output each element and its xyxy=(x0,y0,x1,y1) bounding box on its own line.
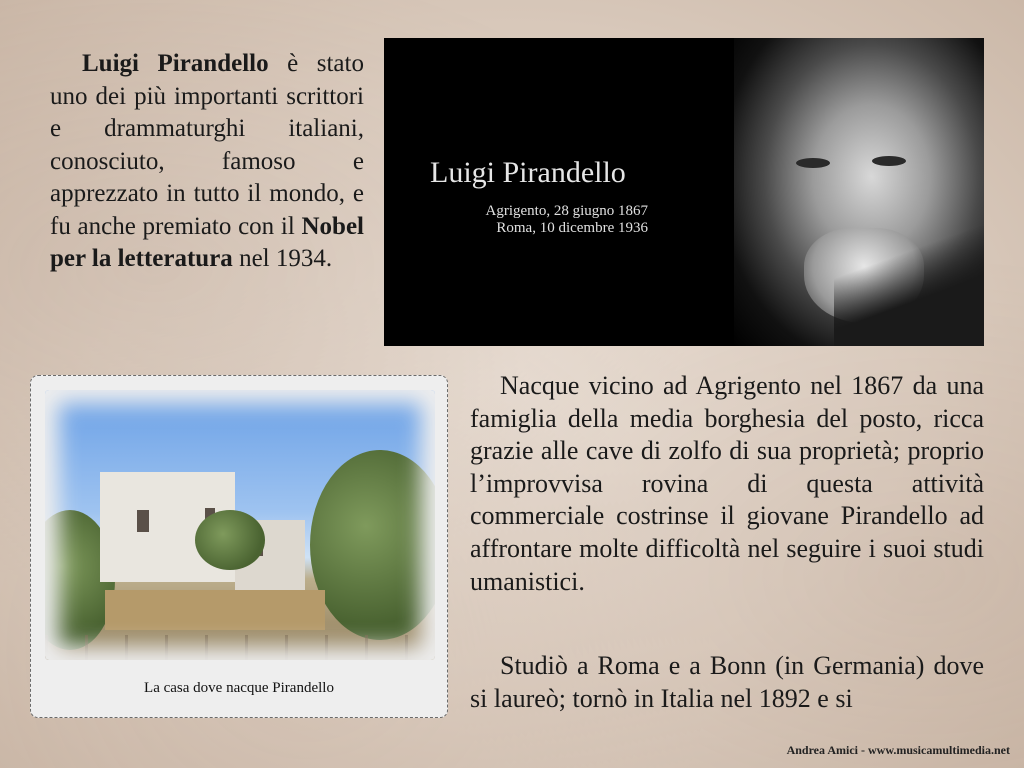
intro-name: Luigi Pirandello xyxy=(82,50,269,77)
photo-window xyxy=(205,508,215,532)
photo-window xyxy=(255,538,263,556)
intro-text-2: nel 1934. xyxy=(232,245,333,272)
photo-house xyxy=(100,472,235,582)
portrait-death: Roma, 10 dicembre 1936 xyxy=(496,220,648,236)
house-photo xyxy=(45,390,435,660)
portrait-birth: Agrigento, 28 giugno 1867 xyxy=(485,203,648,219)
intro-text-1: è stato uno dei più importanti scrittori e drammaturghi italiani, conosciuto, famoso e apprezzato in tutto il mondo, e fu anche premiato con il xyxy=(50,50,364,240)
portrait-coat xyxy=(834,226,984,346)
portrait-dates xyxy=(430,203,648,237)
footer-credit: Andrea Amici - www.musicamultimedia.net xyxy=(786,743,1010,757)
photo-fence xyxy=(45,635,435,660)
paragraph-birth: Nacque vicino ad Agrigento nel 1867 da una famiglia della media borghesia del posto, ricca grazie alle cave di zolfo di sua proprietà; proprio l’improvvisa rovina di questa attività commerciale costrinse il giovane Pirandello ad affrontare molte difficoltà nel seguire i suoi studi umanistici. xyxy=(470,371,984,596)
photo-stone-wall xyxy=(105,590,325,630)
intro-nobel: Nobel per la letteratura xyxy=(50,212,364,272)
paragraph-studies: Studiò a Roma e a Bonn (in Germania) dove si laureò; tornò in Italia nel 1892 e si xyxy=(470,651,984,713)
portrait-image xyxy=(384,38,984,346)
photo-tree-left xyxy=(45,510,115,650)
photo-tree-right xyxy=(310,450,435,640)
photo-house-wing xyxy=(235,520,305,590)
intro-paragraph xyxy=(50,48,364,276)
portrait-name: Luigi Pirandello xyxy=(430,156,626,189)
photo-window xyxy=(137,510,149,532)
photo-card xyxy=(30,375,448,718)
portrait-eye-right xyxy=(872,156,906,166)
photo-caption: La casa dove nacque Pirandello xyxy=(144,680,334,696)
portrait-eye-left xyxy=(796,158,830,168)
photo-tree-middle xyxy=(195,510,265,570)
